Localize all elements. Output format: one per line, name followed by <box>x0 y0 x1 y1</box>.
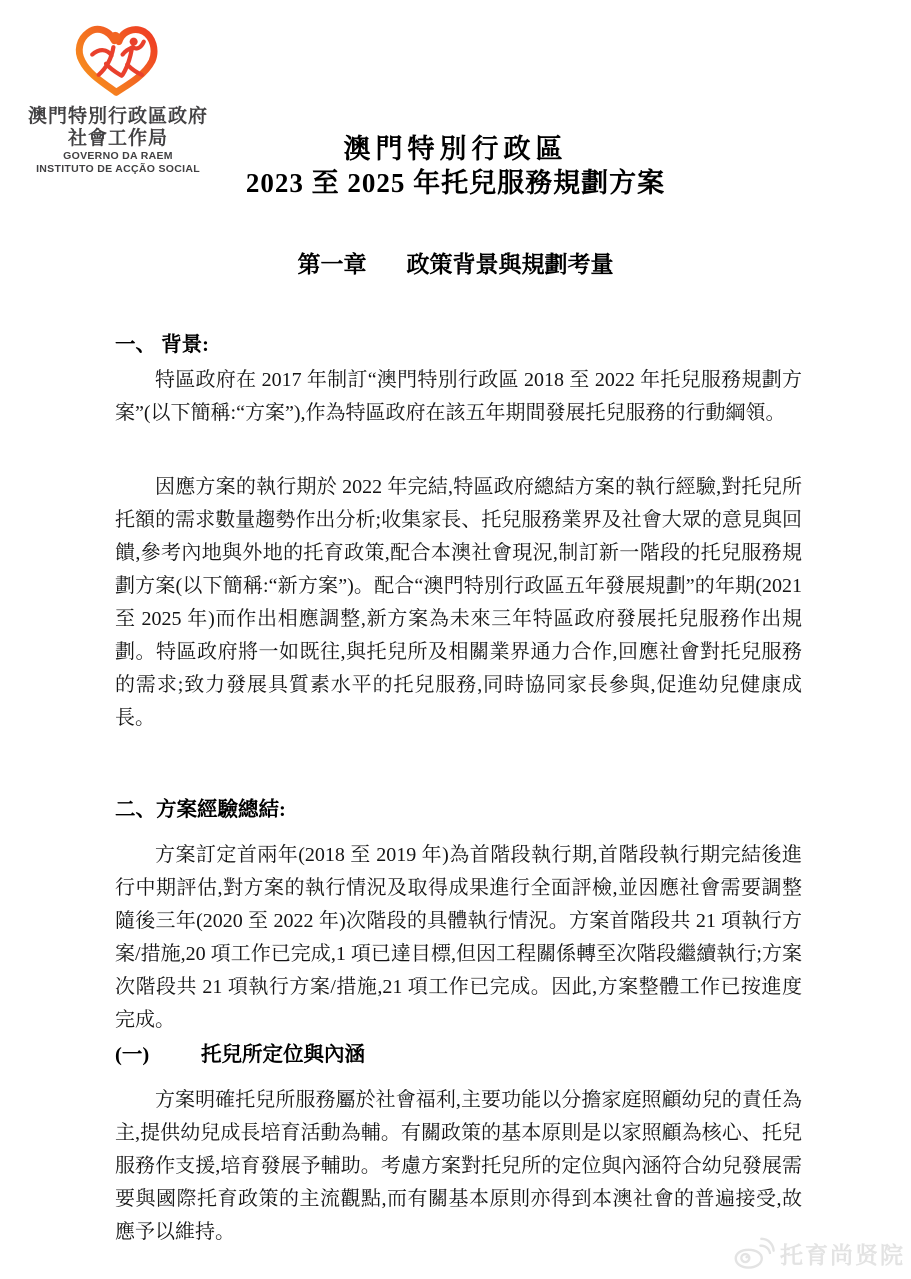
subsection-1-number: (一) <box>115 1044 150 1066</box>
chapter-number: 第一章 <box>297 252 367 277</box>
ias-heart-logo-icon <box>72 20 164 102</box>
figure-head-dot <box>110 32 120 42</box>
section-1-heading: 一、 背景: <box>115 334 209 356</box>
weibo-icon <box>733 1235 775 1271</box>
watermark <box>733 1235 905 1271</box>
document-title-line1: 澳門特別行政區 <box>343 134 568 164</box>
subsection-1-title: 托兒所定位與內涵 <box>201 1044 365 1066</box>
section-2-heading: 二、方案經驗總結: <box>115 799 286 821</box>
logo-org-name-pt-line2: INSTITUTO DE ACÇÃO SOCIAL <box>36 162 200 175</box>
subsection-1-paragraph-1: 方案明確托兒所服務屬於社會福利,主要功能以分擔家庭照顧幼兒的責任為主,提供幼兒成長培育活動為輔。有關政策的基本原則是以家照顧為核心、托兒服務作支援,培育發展予輔助。考慮方案對托兒所的定位與內涵符合幼兒發展需要與國際托育政策的主流觀點,而有關基本原則亦得到本澳社會的普遍接受,故應予以維持。 <box>115 1089 802 1243</box>
section-2-paragraph-1: 方案訂定首兩年(2018 至 2019 年)為首階段執行期,首階段執行期完結後進行中期評估,對方案的執行情況及取得成果進行全面評檢,並因應社會需要調整隨後三年(2020 至 2022 年)次階段的具體執行情況。方案首階段共 21 項執行方案/措施,20 項工作已完成,1 項已達目標,但因工程關係轉至次階段繼續執行;方案次階段共 21 項執行方案/措施,21 項工作已完成。因此,方案整體工作已按進度完成。 <box>115 844 802 1031</box>
section-1-paragraph-1: 特區政府在 2017 年制訂“澳門特別行政區 2018 至 2022 年托兒服務規劃方案”(以下簡稱:“方案”),作為特區政府在該五年期間發展托兒服務的行動綱領。 <box>115 369 802 424</box>
chapter-title: 政策背景與規劃考量 <box>406 252 614 277</box>
logo-org-name-zh-line2: 社會工作局 <box>67 128 168 149</box>
chapter-heading <box>0 246 911 279</box>
watermark-text: 托育尚贤院 <box>780 1241 905 1268</box>
subsection-1-heading <box>115 1037 805 1067</box>
logo-org-name-pt-line1: GOVERNO DA RAEM <box>63 150 173 162</box>
figure-head-dot <box>130 38 138 46</box>
document-title-line2: 2023 至 2025 年托兒服務規劃方案 <box>245 168 666 198</box>
section-1-paragraph-2: 因應方案的執行期於 2022 年完結,特區政府總結方案的執行經驗,對托兒所托額的需求數量趨勢作出分析;收集家長、托兒服務業界及社會大眾的意見與回饋,參考內地與外地的托育政策,配合本澳社會現況,制訂新一階段的托兒服務規劃方案(以下簡稱:“新方案”)。配合“澳門特別行政區五年發展規劃”的年期(2021 至 2025 年)而作出相應調整,新方案為未來三年特區政府發展托兒服務作出規劃。特區政府將一如既往,與托兒所及相關業界通力合作,回應社會對托兒服務的需求;致力發展具質素水平的托兒服務,同時協同家長參與,促進幼兒健康成長。 <box>115 476 802 729</box>
logo-org-name-zh-line1: 澳門特別行政區政府 <box>27 106 208 127</box>
document-title <box>0 133 911 200</box>
